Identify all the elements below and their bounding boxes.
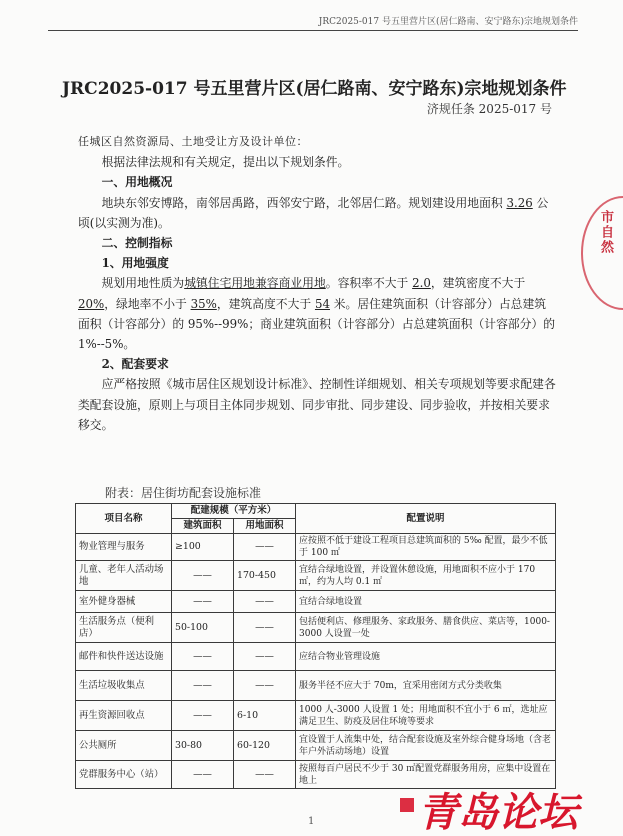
sub1-text-b: 。容积率不大于 <box>325 276 413 291</box>
watermark-accent-square <box>400 798 414 812</box>
sub1-text-c: ，建筑密度不大于 <box>430 276 526 291</box>
row-note: 包括便利店、修理服务、家政服务、膳食供应、菜店等，1000-3000 人设置一处 <box>296 613 556 643</box>
green-ratio-value: 35% <box>190 296 217 311</box>
row-land-area: —— <box>234 671 296 701</box>
row-note: 1000 人-3000 人设置 1 处；用地面积不宜小于 6 ㎡，选址应满足卫生、防疫及居住环境等要求 <box>296 701 556 731</box>
row-building-area: —— <box>172 671 234 701</box>
far-value: 2.0 <box>412 276 431 291</box>
row-land-area: —— <box>234 761 296 789</box>
row-land-area: 60-120 <box>234 731 296 761</box>
row-name: 公共厕所 <box>76 731 172 761</box>
addressee: 任城区自然资源局、土地受让方及设计单位： <box>78 135 308 148</box>
table-caption: 附表：居住街坊配套设施标准 <box>105 486 262 500</box>
table-row <box>76 701 556 731</box>
sub1-heading: 1、用地强度 <box>101 256 169 271</box>
density-value: 20% <box>78 296 105 311</box>
row-land-area: 170-450 <box>234 561 296 591</box>
header-land-area: 用地面积 <box>234 519 296 534</box>
header-name: 项目名称 <box>76 504 172 534</box>
header-building-area: 建筑面积 <box>172 519 234 534</box>
page-number: 1 <box>308 816 315 827</box>
header-notes: 配置说明 <box>296 504 556 534</box>
row-building-area: 30-80 <box>172 731 234 761</box>
section1-heading: 一、用地概况 <box>101 175 173 190</box>
watermark-text: 青岛论坛 <box>418 790 578 836</box>
row-building-area: —— <box>172 701 234 731</box>
table-row <box>76 671 556 701</box>
row-building-area: 50-100 <box>172 613 234 643</box>
row-note: 应按照不低于建设工程项目总建筑面积的 5‰ 配置，最少不低于 100 ㎡ <box>296 534 556 561</box>
sub1-text-d: ，绿地率不小于 <box>104 296 191 311</box>
row-building-area: —— <box>172 561 234 591</box>
intro-paragraph: 根据法律法规和有关规定，提出以下规划条件。 <box>101 155 350 170</box>
running-header: JRC2025-017 号五里营片区(居仁路南、安宁路东)宗地规划条件 <box>48 14 578 31</box>
row-building-area: ≥100 <box>172 534 234 561</box>
section1-text-a: 地块东邻安博路，南邻居禹路，西邻安宁路，北邻居仁路。规划建设用地面积 <box>101 195 507 210</box>
document-body <box>78 132 556 435</box>
row-building-area: —— <box>172 591 234 613</box>
site-area-value: 3.26 <box>506 195 533 210</box>
row-name: 物业管理与服务 <box>76 534 172 561</box>
row-name: 生活服务点（便利店） <box>76 613 172 643</box>
header-scale: 配建规模（平方米） <box>172 504 296 519</box>
sub1-text-f: 米。居住建筑面积（计容部分）占总建筑面积（计容部分）的 95%--99%；商业建筑面积（计容部分）占总建筑面积（计容部分）的 1%--5%。 <box>78 296 556 352</box>
row-name: 再生资源回收点 <box>76 701 172 731</box>
row-building-area: —— <box>172 643 234 671</box>
section2-heading: 二、控制指标 <box>101 236 173 251</box>
row-note: 按照每百户居民不少于 30 ㎡配置党群服务用房，应集中设置在地上 <box>296 761 556 789</box>
section1-paragraph <box>78 193 556 233</box>
row-note: 应结合物业管理设施 <box>296 643 556 671</box>
row-name: 儿童、老年人活动场地 <box>76 561 172 591</box>
table-row <box>76 561 556 591</box>
row-note: 宜设置于人流集中处，结合配套设施及室外综合健身场地（含老年户外活动场地）设置 <box>296 731 556 761</box>
sub2-heading: 2、配套要求 <box>101 357 169 372</box>
document-title: JRC2025-017 号五里营片区(居仁路南、安宁路东)宗地规划条件 <box>62 79 567 99</box>
row-land-area: —— <box>234 591 296 613</box>
section1-text-b: 公顷(以实测为准)。 <box>78 195 549 230</box>
row-land-area: —— <box>234 643 296 671</box>
row-building-area: —— <box>172 761 234 789</box>
row-note: 服务半径不应大于 70m，宜采用密闭方式分类收集 <box>296 671 556 701</box>
table-row <box>76 731 556 761</box>
row-name: 邮件和快件送达设施 <box>76 643 172 671</box>
table-row <box>76 613 556 643</box>
row-name: 党群服务中心（站） <box>76 761 172 789</box>
height-value: 54 <box>314 296 330 311</box>
forum-watermark-logo <box>400 778 623 836</box>
facility-standards-table <box>75 503 556 789</box>
table-row <box>76 591 556 613</box>
document-number: 济规任条 2025-017 号 <box>426 102 552 116</box>
table-row <box>76 643 556 671</box>
row-note: 宜结合绿地设置 <box>296 591 556 613</box>
land-use-value: 城镇住宅用地兼容商业用地 <box>184 276 326 291</box>
row-land-area: 6-10 <box>234 701 296 731</box>
row-name: 室外健身器械 <box>76 591 172 613</box>
official-seal-text: 市自然 <box>598 210 613 255</box>
row-land-area: —— <box>234 613 296 643</box>
supporting-facilities-paragraph: 应严格按照《城市居住区规划设计标准》、控制性详细规划、相关专项规划等要求配建各类配套设施，原则上与项目主体同步规划、同步审批、同步建设、同步验收，并按相关要求移交。 <box>78 377 556 432</box>
row-note: 宜结合绿地设置，并设置休憩设施，用地面积不应小于 170 ㎡，约为人均 0.1 ㎡ <box>296 561 556 591</box>
row-name: 生活垃圾收集点 <box>76 671 172 701</box>
intensity-paragraph <box>78 273 556 354</box>
sub1-text-a: 规划用地性质为 <box>101 276 185 291</box>
table-row <box>76 534 556 561</box>
row-land-area: —— <box>234 534 296 561</box>
sub1-text-e: ，建筑高度不大于 <box>216 296 315 311</box>
